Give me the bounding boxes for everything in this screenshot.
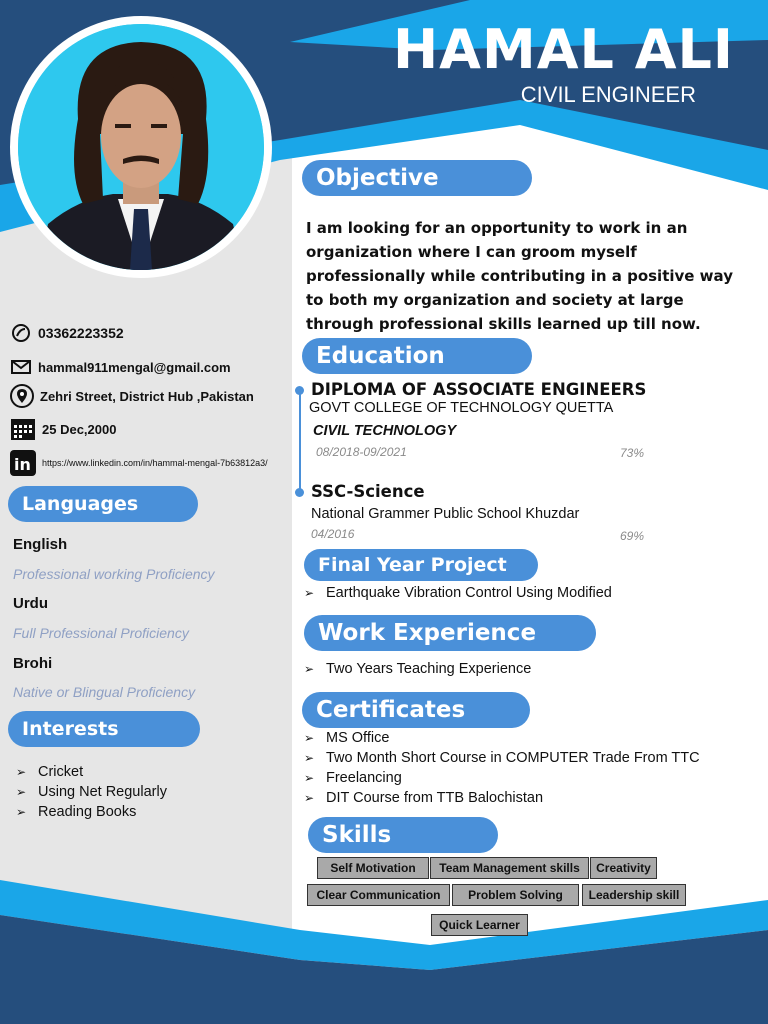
education-score: 69%	[620, 529, 645, 543]
calendar-icon	[10, 417, 36, 441]
profile-photo	[18, 24, 264, 270]
interests-list	[16, 762, 167, 822]
skill-tag: Leadership skill	[582, 884, 686, 906]
skill-tag: Quick Learner	[431, 914, 528, 936]
work-experience-heading	[304, 615, 596, 651]
final-year-project-heading-label: Final Year Project	[318, 554, 507, 576]
candidate-title: CIVIL ENGINEER	[520, 82, 696, 107]
education-institute: GOVT COLLEGE OF TECHNOLOGY QUETTA	[309, 400, 614, 416]
skill-tag: Team Management skills	[430, 857, 589, 879]
contact-phone	[10, 322, 124, 344]
project-item: ➢ Earthquake Vibration Control Using Modified	[304, 583, 612, 603]
phone-number: 03362223352	[38, 325, 124, 341]
interest-item: ➢ Cricket	[16, 762, 167, 782]
objective-heading	[302, 160, 532, 196]
objective-heading-label: Objective	[316, 165, 439, 191]
contact-email[interactable]	[10, 356, 231, 378]
language-name: Urdu	[13, 595, 48, 612]
final-year-project-heading	[304, 549, 538, 581]
contact-address	[10, 384, 254, 408]
work-experience-heading-label: Work Experience	[318, 620, 537, 646]
skill-tag: Creativity	[590, 857, 657, 879]
contact-linkedin[interactable]	[10, 450, 268, 476]
education-institute: National Grammer Public School Khuzdar	[311, 506, 580, 522]
email-address[interactable]: hammal911mengal@gmail.com	[38, 359, 231, 375]
candidate-name: HAMAL ALI	[392, 18, 734, 81]
languages-heading	[8, 486, 198, 522]
certificate-item: ➢ MS Office	[304, 728, 700, 748]
mail-icon	[10, 356, 32, 378]
education-timeline	[299, 390, 301, 494]
education-heading	[302, 338, 532, 374]
certificates-heading-label: Certificates	[316, 697, 466, 723]
skill-tag: Problem Solving	[452, 884, 579, 906]
language-name: Brohi	[13, 655, 53, 672]
language-level: Native or Blingual Proficiency	[13, 684, 196, 700]
skills-heading	[308, 817, 498, 853]
skill-tag: Clear Communication	[307, 884, 450, 906]
svg-text:in: in	[14, 455, 31, 474]
person-portrait-icon	[18, 24, 264, 270]
phone-icon	[10, 322, 32, 344]
certificates-heading	[302, 692, 530, 728]
education-heading-label: Education	[316, 343, 445, 369]
location-pin-icon	[10, 384, 34, 408]
objective-paragraph: I am looking for an opportunity to work in an organization where I can groom myself professionally while contributing in a positive way to both my organization and society at large through professional skills learned up till now.	[306, 219, 733, 333]
certificates-list	[304, 728, 700, 808]
contact-dob	[10, 417, 116, 441]
education-score: 73%	[620, 446, 645, 460]
interests-heading-label: Interests	[22, 718, 119, 740]
language-level: Full Professional Proficiency	[13, 625, 189, 641]
timeline-dot	[295, 488, 304, 497]
linkedin-icon	[10, 450, 36, 476]
education-dates: 08/2018-09/2021	[316, 445, 407, 459]
work-experience-list	[304, 659, 531, 679]
interests-heading	[8, 711, 200, 747]
address-text: Zehri Street, District Hub ,Pakistan	[40, 388, 254, 404]
skill-tag: Self Motivation	[317, 857, 429, 879]
work-item: ➢ Two Years Teaching Experience	[304, 659, 531, 679]
certificate-item: ➢ DIT Course from TTB Balochistan	[304, 788, 700, 808]
languages-heading-label: Languages	[22, 493, 139, 515]
education-degree: SSC-Science	[311, 482, 425, 501]
language-name: English	[13, 536, 68, 553]
certificate-item: ➢ Two Month Short Course in COMPUTER Trade From TTC	[304, 748, 700, 768]
certificate-item: ➢ Freelancing	[304, 768, 700, 788]
education-dates: 04/2016	[311, 527, 355, 541]
interest-item: ➢ Reading Books	[16, 802, 167, 822]
skills-heading-label: Skills	[322, 822, 392, 848]
final-year-project-list	[304, 583, 612, 603]
linkedin-url[interactable]: https://www.linkedin.com/in/hammal-mengal-7b63812a3/	[42, 458, 268, 468]
language-level: Professional working Proficiency	[13, 566, 215, 582]
education-degree: DIPLOMA OF ASSOCIATE ENGINEERS	[311, 380, 647, 399]
timeline-dot	[295, 386, 304, 395]
dob-text: 25 Dec,2000	[42, 421, 117, 437]
interest-item: ➢ Using Net Regularly	[16, 782, 167, 802]
education-field: CIVIL TECHNOLOGY	[313, 423, 457, 439]
